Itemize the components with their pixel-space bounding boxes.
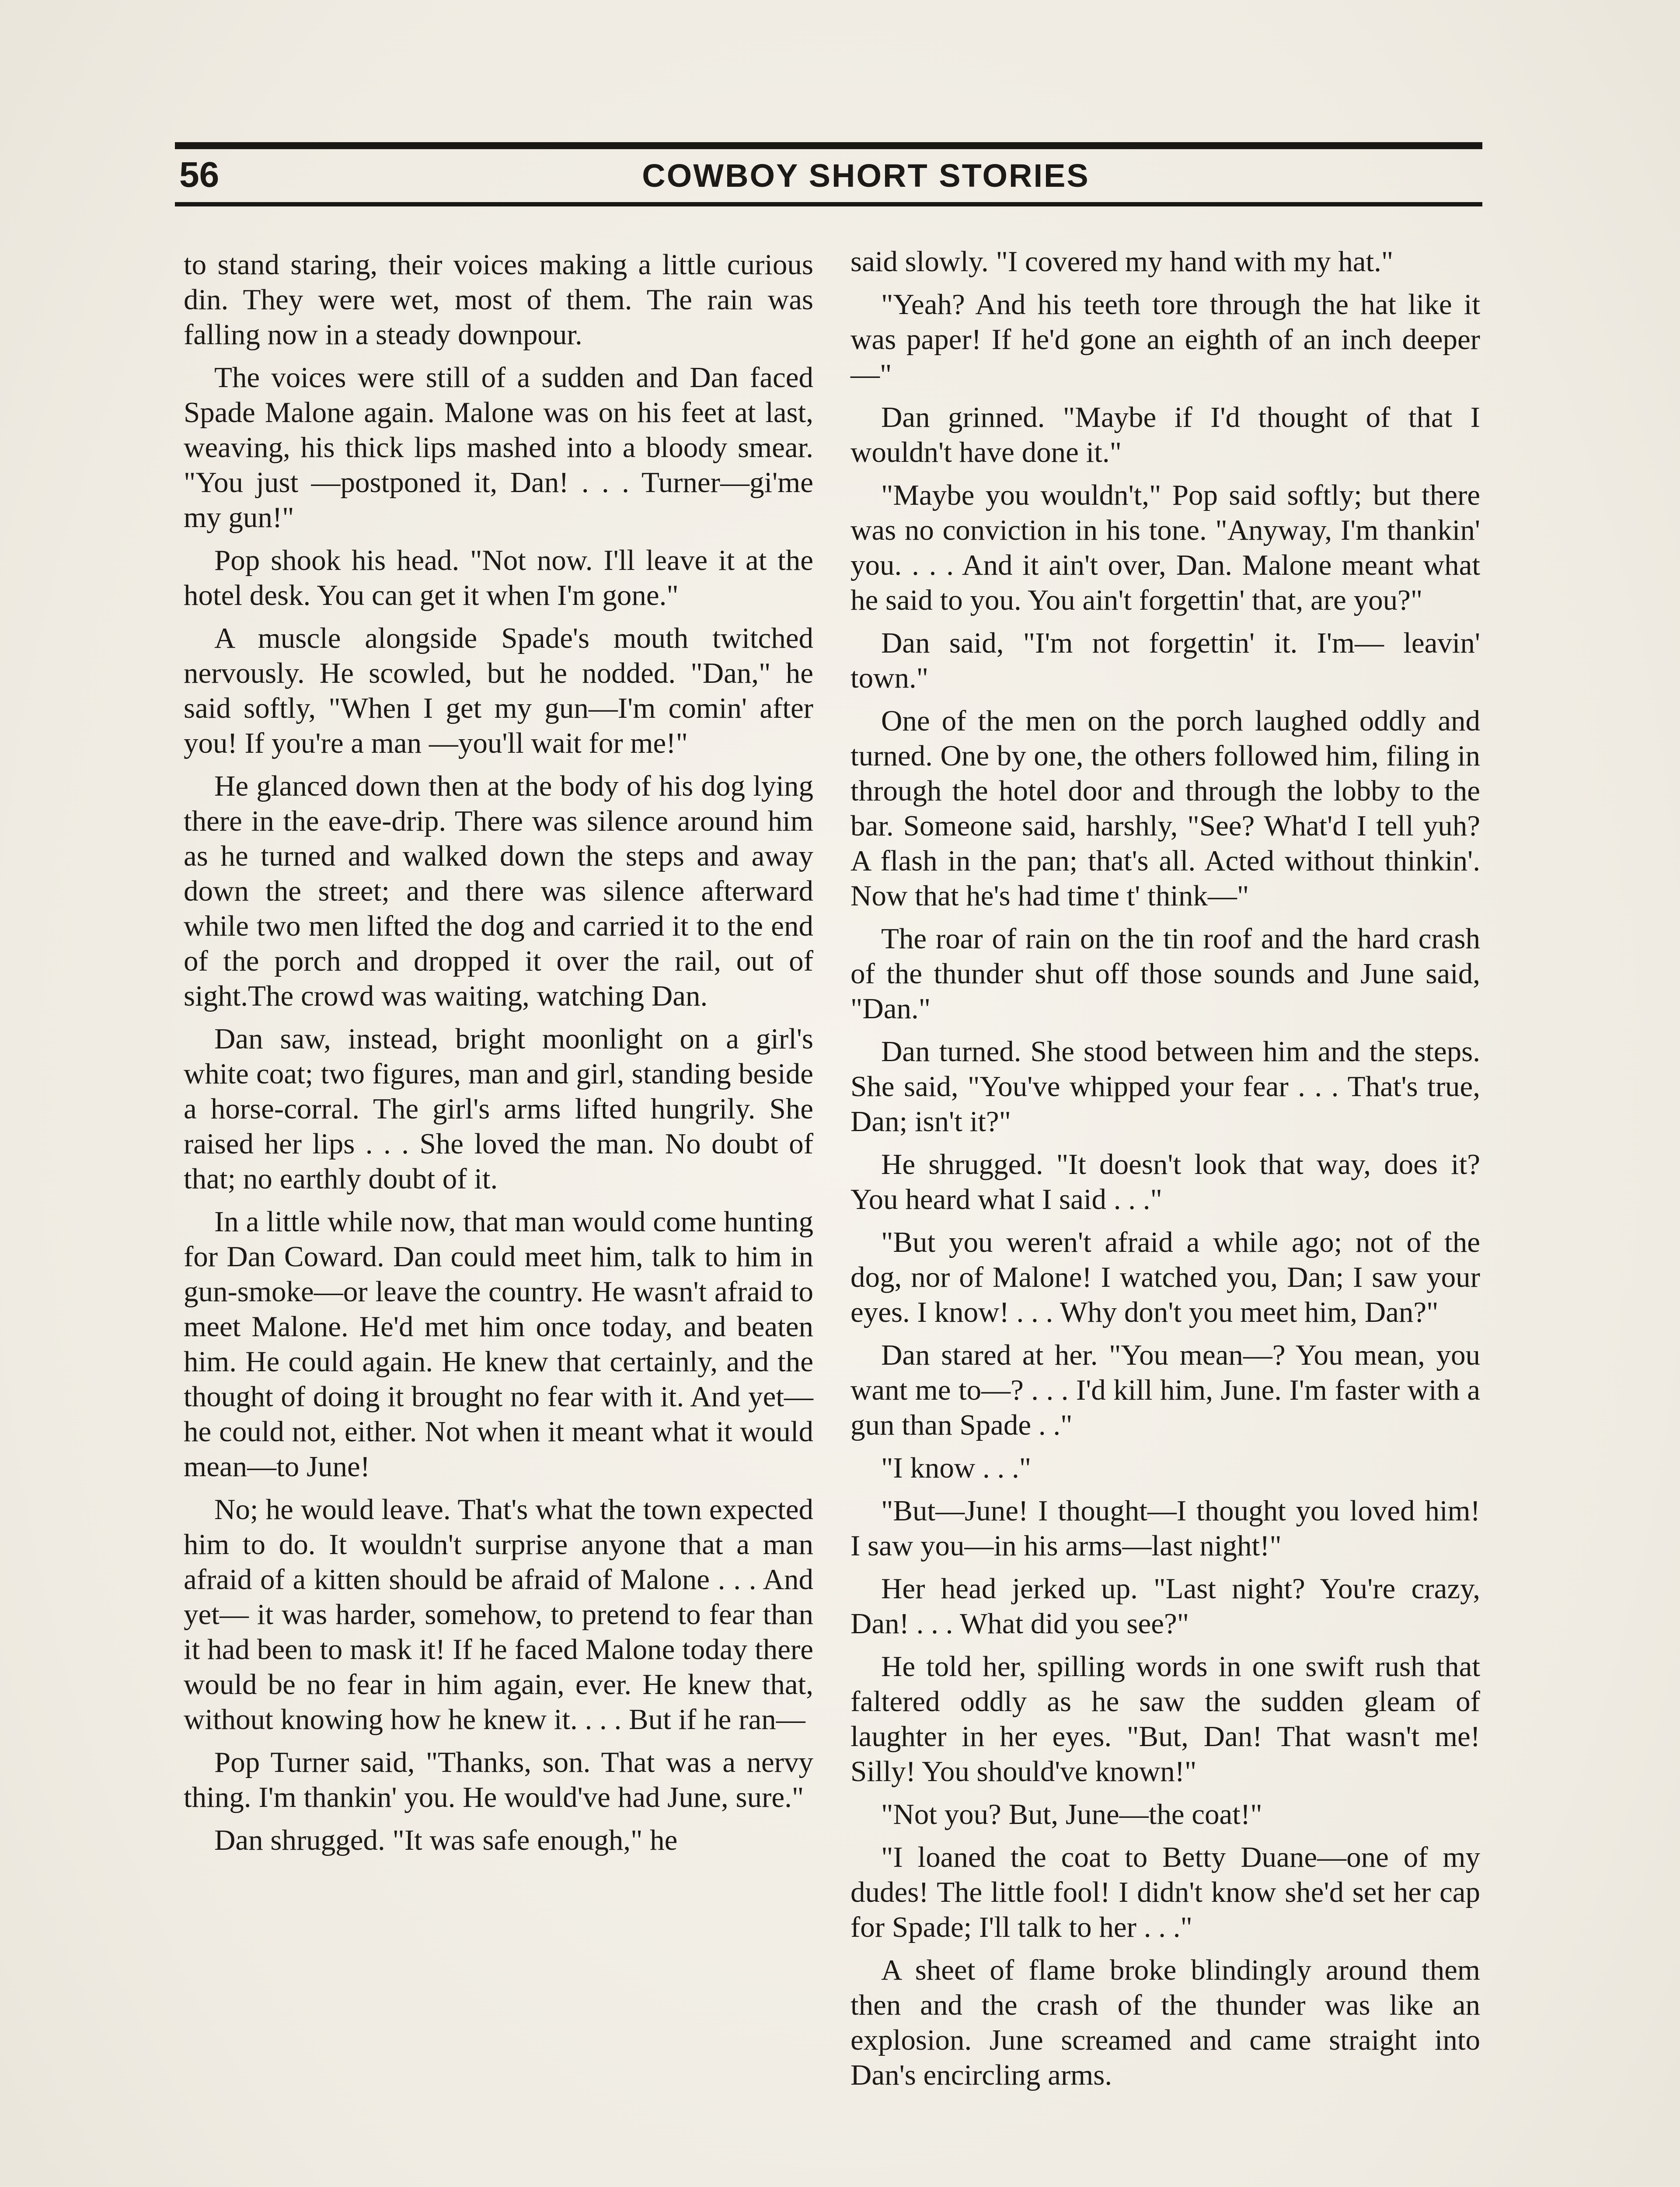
paragraph: Pop shook his head. "Not now. I'll leave it at the hotel desk. You can get it when I'm gone." [184,544,813,611]
paragraph: The voices were still of a sudden and Dan faced Spade Malone again. Malone was on his feet at last, weaving, his thick lips mashed into a bloody smear. "You just —postponed it, Dan! . . . Turner—gi'me my gun!" [184,361,813,534]
paragraph: Dan turned. She stood between him and the steps. She said, "You've whipped your fear . . . That's true, Dan; isn't it?" [850,1035,1480,1138]
paragraph: Dan shrugged. "It was safe enough," he [214,1824,678,1856]
paragraph: In a little while now, that man would come hunting for Dan Coward. Dan could meet him, talk to him in gun-smoke—or leave the country. He wasn't afraid to meet Malone. He'd met him once today, and beaten him. He could again. He knew that certainly, and the thought of doing it brought no fear with it. And yet—he could not, either. Not when it meant what it would mean—to June! [184,1205,813,1483]
paragraph: No; he would leave. That's what the town expected him to do. It wouldn't surprise anyone that a man afraid of a kitten should be afraid of Malone . . . And yet— it was harder, somehow, to pretend to fear than it had been to mask it! If he faced Malone today there would be no fear in him again, ever. He knew that, without knowing how he knew it. . . . But if he ran— [184,1493,813,1736]
paragraph: A sheet of flame broke blindingly around them then and the crash of the thunder was like an explosion. June screamed and came straight into Dan's encircling arms. [850,1954,1480,2091]
header-rule-top [175,142,1482,149]
paragraph: said slowly. "I covered my hand with my hat." [850,245,1394,278]
paragraph: "Maybe you wouldn't," Pop said softly; but there was no conviction in his tone. "Anyway, I'm thankin' you. . . . And it ain't over, Dan. Malone meant what he said to you. You ain't forgettin' that, are you?" [850,479,1480,616]
paragraph: Pop Turner said, "Thanks, son. That was a nervy thing. I'm thankin' you. He would've had June, sure." [184,1746,813,1813]
paragraph: "Not you? But, June—the coat!" [881,1798,1262,1831]
paragraph: He told her, spilling words in one swift rush that faltered oddly as he saw the sudden gleam of laughter in her eyes. "But, Dan! That wasn't me! Silly! You should've known!" [850,1650,1480,1788]
paragraph: Dan grinned. "Maybe if I'd thought of that I wouldn't have done it." [850,401,1480,468]
paragraph: "Yeah? And his teeth tore through the hat like it was paper! If he'd gone an eighth of an inch deeper—" [850,288,1480,391]
paragraph: He glanced down then at the body of his dog lying there in the eave-drip. There was silence around him as he turned and walked down the steps and away down the street; and there was silence afterward while two men lifted the dog and carried it to the end of the porch and dropped it over the rail, out of sight.The crowd was waiting, watching Dan. [184,770,813,1012]
paragraph: Dan saw, instead, bright moonlight on a girl's white coat; two figures, man and girl, standing beside a horse-corral. The girl's arms lifted hungrily. She raised her lips . . . She loved the man. No doubt of that; no earthly doubt of it. [184,1023,813,1195]
running-title: COWBOY SHORT STORIES [642,157,1090,194]
right-text-column [850,244,1480,2100]
paragraph: "I know . . ." [881,1452,1032,1484]
paragraph: Dan stared at her. "You mean—? You mean, you want me to—? . . . I'd kill him, June. I'm faster with a gun than Spade . ." [850,1339,1480,1441]
page-number: 56 [179,155,220,195]
paragraph: "But—June! I thought—I thought you loved him! I saw you—in his arms—last night!" [850,1495,1480,1562]
paragraph: "I loaned the coat to Betty Duane—one of my dudes! The little fool! I didn't know she'd set her cap for Spade; I'll talk to her . . ." [850,1841,1480,1943]
paragraph: Dan said, "I'm not forgettin' it. I'm— leavin' town." [850,627,1480,694]
paragraph: Her head jerked up. "Last night? You're crazy, Dan! . . . What did you see?" [850,1572,1480,1640]
paragraph: to stand staring, their voices making a little curious din. They were wet, most of them. The rain was falling now in a steady downpour. [184,248,813,351]
header-rule-bottom [175,202,1482,206]
paragraph: He shrugged. "It doesn't look that way, does it? You heard what I said . . ." [850,1148,1480,1216]
paragraph: A muscle alongside Spade's mouth twitched nervously. He scowled, but he nodded. "Dan," he said softly, "When I get my gun—I'm comin' after you! If you're a man —you'll wait for me!" [184,622,813,759]
paragraph: The roar of rain on the tin roof and the hard crash of the thunder shut off those sounds and June said, "Dan." [850,922,1480,1025]
paragraph: One of the men on the porch laughed oddly and turned. One by one, the others followed him, filing in through the hotel door and through the lobby to the bar. Someone said, harshly, "See? What'd I tell yuh? A flash in the pan; that's all. Acted without thinkin'. Now that he's had time t' think—" [850,705,1480,912]
left-text-column [184,247,813,1866]
paragraph: "But you weren't afraid a while ago; not of the dog, nor of Malone! I watched you, Dan; I saw your eyes. I know! . . . Why don't you meet him, Dan?" [850,1226,1480,1328]
